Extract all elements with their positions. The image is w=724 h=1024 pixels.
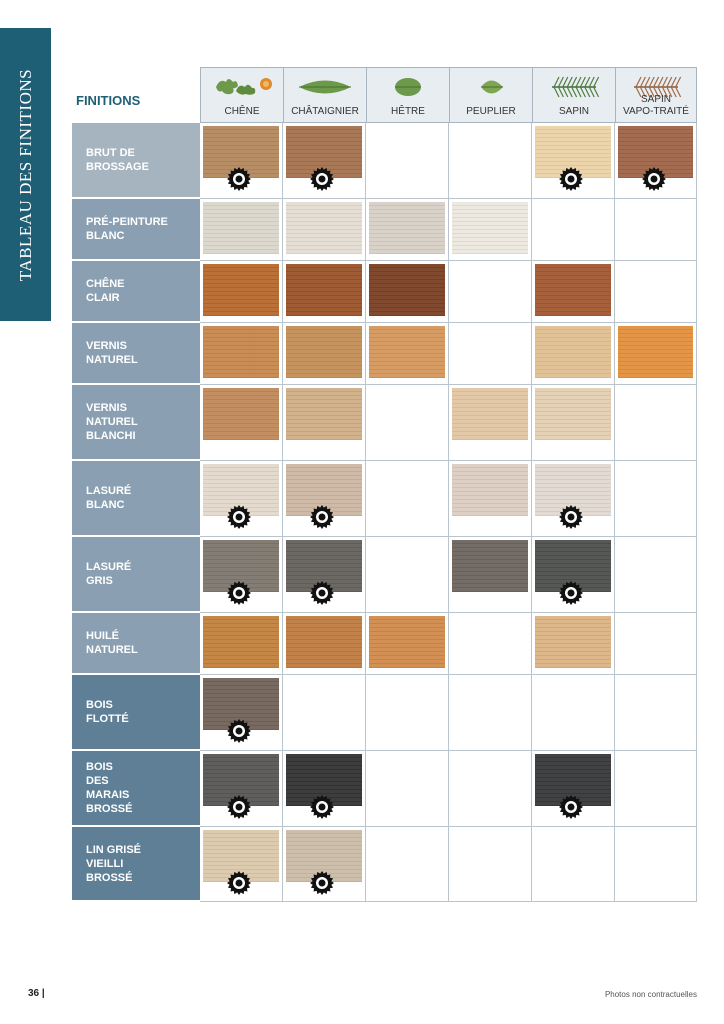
finish-cell <box>615 323 697 385</box>
finish-cell <box>449 323 532 385</box>
wood-finish-swatch <box>369 616 445 668</box>
wood-finish-swatch <box>452 388 528 440</box>
wood-finish-swatch <box>535 264 611 316</box>
finish-cell <box>200 123 283 199</box>
finish-cell <box>615 123 697 199</box>
wood-finish-swatch <box>203 388 279 440</box>
finish-cell <box>366 199 449 261</box>
saw-blade-icon <box>227 795 251 819</box>
finish-cell <box>283 199 366 261</box>
finish-cell <box>449 261 532 323</box>
finish-cell <box>283 675 366 751</box>
row-label-text: CHÊNE CLAIR <box>86 278 125 304</box>
saw-blade-icon <box>559 581 583 605</box>
wood-finish-swatch <box>203 202 279 254</box>
wood-finish-swatch <box>535 326 611 378</box>
row-label-text: LASURÉ BLANC <box>86 485 132 511</box>
row-label-text: VERNIS NATUREL <box>86 340 138 366</box>
finish-cell <box>366 261 449 323</box>
finish-cell <box>200 385 283 461</box>
finish-cell <box>615 675 697 751</box>
wood-finish-swatch <box>369 202 445 254</box>
row-label <box>72 199 200 261</box>
row-label <box>72 261 200 323</box>
row-label-text: VERNIS NATUREL BLANCHI <box>86 402 138 442</box>
finish-cell <box>615 613 697 675</box>
finish-cell <box>449 199 532 261</box>
row-label-text: PRÉ-PEINTURE BLANC <box>86 216 168 242</box>
finish-cell <box>200 461 283 537</box>
wood-finish-swatch <box>286 264 362 316</box>
poplar-leaf-icon <box>450 74 532 100</box>
saw-blade-icon <box>227 581 251 605</box>
finish-cell <box>200 323 283 385</box>
column-header <box>366 67 449 123</box>
finish-cell <box>283 751 366 827</box>
row-label <box>72 827 200 902</box>
wood-finish-swatch <box>203 616 279 668</box>
saw-blade-icon <box>227 167 251 191</box>
finish-cell <box>449 385 532 461</box>
finish-cell <box>200 751 283 827</box>
finish-cell <box>283 261 366 323</box>
finish-cell <box>200 199 283 261</box>
finish-cell <box>615 461 697 537</box>
column-label: SAPIN VAPO-TRAITÉ <box>623 94 689 117</box>
wood-finish-swatch <box>535 388 611 440</box>
finish-cell <box>366 675 449 751</box>
finish-cell <box>200 675 283 751</box>
finish-cell <box>615 261 697 323</box>
saw-blade-icon <box>310 581 334 605</box>
column-label: CHÂTAIGNIER <box>291 106 359 117</box>
saw-blade-icon <box>227 719 251 743</box>
wood-finish-swatch <box>535 616 611 668</box>
finish-cell <box>532 827 615 902</box>
finish-cell <box>532 537 615 613</box>
row-label-text: BOIS FLOTTÉ <box>86 699 129 725</box>
finish-cell <box>449 613 532 675</box>
finish-cell <box>532 199 615 261</box>
chestnut-leaf-icon <box>284 74 366 100</box>
finish-cell <box>615 385 697 461</box>
column-header <box>532 67 615 123</box>
finish-cell <box>532 461 615 537</box>
row-label-text: BOIS DES MARAIS BROSSÉ <box>86 761 133 815</box>
row-label <box>72 385 200 461</box>
finish-cell <box>200 827 283 902</box>
oak-leaf-acorn-icon <box>201 74 283 100</box>
finish-cell <box>449 537 532 613</box>
finish-cell <box>200 537 283 613</box>
finish-cell <box>449 751 532 827</box>
finish-cell <box>532 613 615 675</box>
finish-cell <box>449 461 532 537</box>
disclaimer-note: Photos non contractuelles <box>604 990 697 999</box>
finish-cell <box>283 613 366 675</box>
wood-finish-swatch <box>369 326 445 378</box>
finish-cell <box>366 123 449 199</box>
finish-cell <box>449 123 532 199</box>
page-number: 36 | <box>28 988 45 999</box>
row-label <box>72 461 200 537</box>
row-label-text: LIN GRISÉ VIEILLI BROSSÉ <box>86 843 142 884</box>
finish-cell <box>283 537 366 613</box>
finish-cell <box>283 827 366 902</box>
row-label-text: BRUT DE BROSSAGE <box>86 147 149 173</box>
finish-cell <box>283 461 366 537</box>
side-tab-label: TABLEAU DES FINITIONS <box>15 68 35 281</box>
finish-cell <box>615 199 697 261</box>
finish-cell <box>615 537 697 613</box>
wood-finish-swatch <box>286 202 362 254</box>
column-label: SAPIN <box>558 106 589 117</box>
finishes-table <box>72 67 697 902</box>
saw-blade-icon <box>642 167 666 191</box>
row-label <box>72 537 200 613</box>
finish-cell <box>366 537 449 613</box>
side-section-tab <box>0 28 51 321</box>
column-label: CHÊNE <box>224 106 260 117</box>
saw-blade-icon <box>310 795 334 819</box>
column-label: PEUPLIER <box>466 106 516 117</box>
wood-finish-swatch <box>203 264 279 316</box>
saw-blade-icon <box>559 795 583 819</box>
row-label <box>72 675 200 751</box>
finish-cell <box>532 261 615 323</box>
wood-finish-swatch <box>452 540 528 592</box>
finish-cell <box>532 123 615 199</box>
wood-finish-swatch <box>618 326 693 378</box>
finish-cell <box>532 751 615 827</box>
finish-cell <box>532 675 615 751</box>
row-label <box>72 123 200 199</box>
wood-finish-swatch <box>452 202 528 254</box>
finish-cell <box>366 827 449 902</box>
row-label-text: HUILÉ NATUREL <box>86 630 138 656</box>
finish-cell <box>283 385 366 461</box>
column-header <box>200 67 283 123</box>
finish-cell <box>283 123 366 199</box>
finish-cell <box>200 261 283 323</box>
fir-branch-icon <box>533 74 615 100</box>
saw-blade-icon <box>310 167 334 191</box>
finish-cell <box>366 385 449 461</box>
saw-blade-icon <box>310 505 334 529</box>
column-header <box>615 67 697 123</box>
saw-blade-icon <box>559 167 583 191</box>
saw-blade-icon <box>559 505 583 529</box>
column-label: HÊTRE <box>391 106 425 117</box>
column-header <box>283 67 366 123</box>
wood-finish-swatch <box>286 616 362 668</box>
finish-cell <box>532 323 615 385</box>
wood-finish-swatch <box>452 464 528 516</box>
table-title: FINITIONS <box>76 93 141 108</box>
saw-blade-icon <box>227 871 251 895</box>
wood-finish-swatch <box>369 264 445 316</box>
beech-leaf-icon <box>367 74 449 100</box>
finish-cell <box>366 461 449 537</box>
finish-cell <box>283 323 366 385</box>
finish-cell <box>200 613 283 675</box>
wood-finish-swatch <box>286 388 362 440</box>
row-label <box>72 613 200 675</box>
finish-cell <box>366 751 449 827</box>
wood-finish-swatch <box>286 326 362 378</box>
finish-cell <box>532 385 615 461</box>
finish-cell <box>449 675 532 751</box>
finish-cell <box>615 751 697 827</box>
finish-cell <box>449 827 532 902</box>
finish-cell <box>366 323 449 385</box>
saw-blade-icon <box>310 871 334 895</box>
wood-finish-swatch <box>203 326 279 378</box>
saw-blade-icon <box>227 505 251 529</box>
row-label-text: LASURÉ GRIS <box>86 561 132 587</box>
finish-cell <box>366 613 449 675</box>
finish-cell <box>615 827 697 902</box>
column-header <box>449 67 532 123</box>
row-label <box>72 323 200 385</box>
row-label <box>72 751 200 827</box>
